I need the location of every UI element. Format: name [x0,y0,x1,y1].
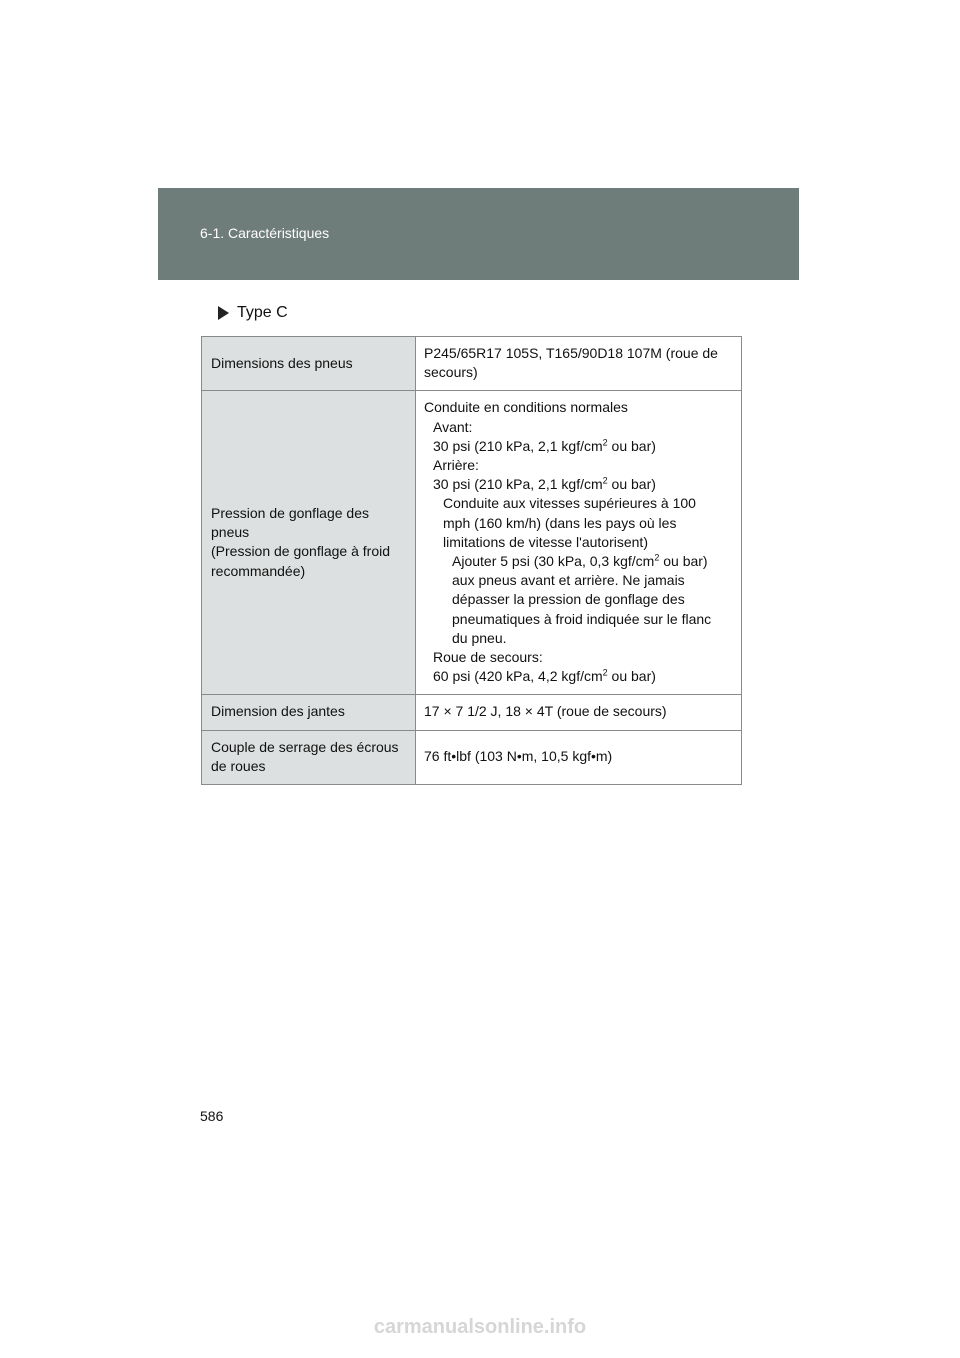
triangle-bullet-icon [218,306,229,320]
add-pressure-line: pneumatiques à froid indiquée sur le flanc [452,610,712,627]
torque-value: 76 ft•lbf (103 N•m, 10,5 kgf•m) [416,730,742,784]
rear-value-text: 30 psi (210 kPa, 2,1 kgf/cm [433,476,603,493]
front-value-text: 30 psi (210 kPa, 2,1 kgf/cm [433,437,603,454]
add-pressure-line: dépasser la pression de gonflage des [452,591,685,608]
pressure-label [202,391,416,695]
section-header-band [158,188,799,280]
spare-value-text: 60 psi (420 kPa, 4,2 kgf/cm [433,668,603,685]
pressure-value [416,391,742,695]
spare-value-suffix: ou bar) [607,668,656,685]
page-number: 586 [200,1108,224,1124]
section-title: 6-1. Caractéristiques [200,225,330,241]
rear-value-suffix: ou bar) [607,476,656,493]
spare-value [424,667,733,686]
table-row-rim-size [202,695,742,730]
rear-label: Arrière: [433,457,479,474]
normal-driving-label: Conduite en conditions normales [424,399,628,416]
superscript: 2 [602,667,608,678]
spec-table [201,336,742,785]
add-pressure-line [424,552,733,571]
add-pressure-text: Ajouter 5 psi (30 kPa, 0,3 kgf/cm [452,553,655,570]
front-value-suffix: ou bar) [607,437,656,454]
front-label: Avant: [433,418,473,435]
table-row-torque [202,730,742,784]
torque-label: Couple de serrage des écrous de roues [202,730,416,784]
table-row-pressure [202,391,742,695]
add-pressure-line: aux pneus avant et arrière. Ne jamais [452,572,685,589]
add-pressure-line: du pneu. [452,629,507,646]
high-speed-line: limitations de vitesse l'autorisent) [443,533,648,550]
add-pressure-suffix: ou bar) [659,553,708,570]
high-speed-line: mph (160 km/h) (dans les pays où les [443,514,677,531]
rim-size-value: 17 × 7 1/2 J, 18 × 4T (roue de secours) [416,695,742,730]
type-label: Type C [237,304,288,321]
pressure-label-line: (Pression de gonflage à froid recommandée) [211,543,390,579]
superscript: 2 [602,437,608,448]
spare-label: Roue de secours: [433,649,543,666]
front-value [424,437,733,456]
type-heading [218,304,288,322]
tire-size-value: P245/65R17 105S, T165/90D18 107M (roue de secours) [416,337,742,391]
pressure-label-line: Pression de gonflage des pneus [211,505,369,541]
superscript: 2 [654,552,660,563]
tire-size-label: Dimensions des pneus [202,337,416,391]
rear-value [424,475,733,494]
watermark: carmanualsonline.info [373,1316,587,1338]
high-speed-line: Conduite aux vitesses supérieures à 100 [443,495,696,512]
table-row-tire-size [202,337,742,391]
superscript: 2 [602,475,608,486]
rim-size-label: Dimension des jantes [202,695,416,730]
